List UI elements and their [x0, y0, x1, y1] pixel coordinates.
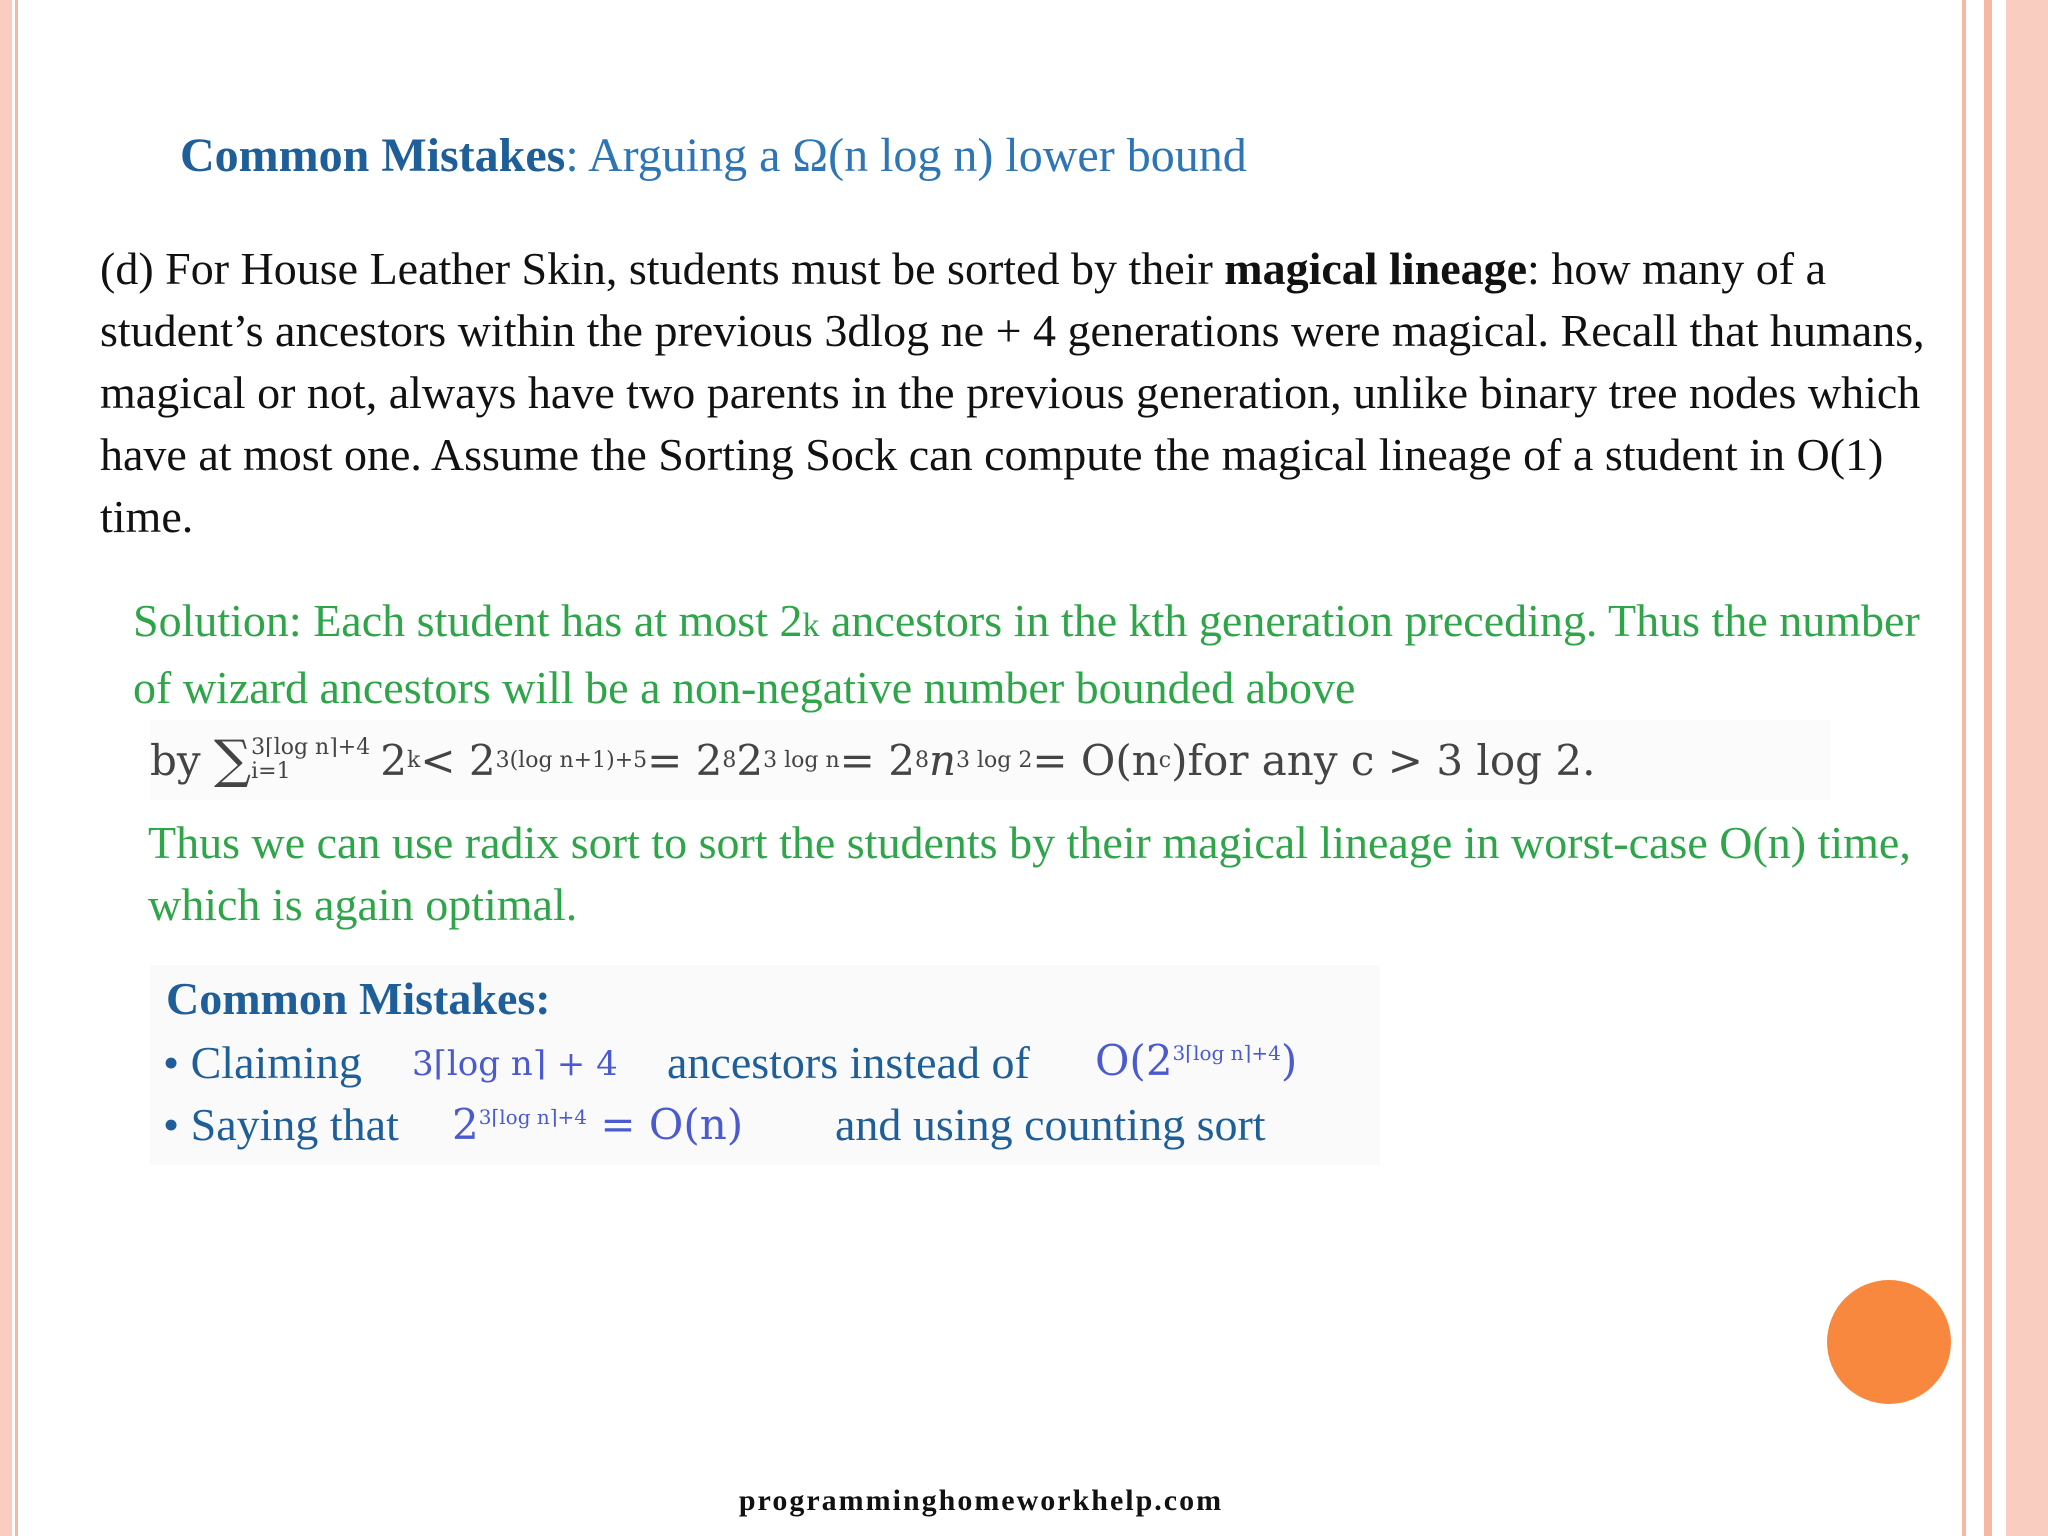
solution-paragraph — [133, 590, 1953, 719]
mistake-bullet-1 — [163, 1036, 362, 1089]
math-exp4: 8 — [914, 747, 929, 773]
bullet-1-mid: ancestors instead of — [667, 1037, 1030, 1088]
sum-lower: i=1 — [251, 759, 291, 784]
bullet-1-prefix: • Claiming — [163, 1037, 362, 1088]
math-eq2: = 2 — [839, 735, 915, 785]
bullet-1-math: 3⌈log n⌉ + 4 — [412, 1044, 618, 1084]
math-exp6: c — [1158, 747, 1172, 773]
bullet-1-math-2-a: O(2 — [1095, 1036, 1173, 1085]
orange-circle-decoration — [1827, 1280, 1951, 1404]
bullet-2-prefix: • Saying that — [163, 1099, 399, 1150]
question-text-2: : how many of a student’s ancestors within the previous 3dlog ne + 4 generations were magical. Recall that humans, magical or not, always have two parents in the previous generation, unlike binary tree nodes which have at most one. Assume the Sorting Sock can compute the magical lineage of a student in O(1) time. — [100, 243, 1925, 542]
math-exp1: 3(log n+1)+5 — [495, 747, 648, 773]
math-term-exp: k — [406, 747, 421, 773]
question-paragraph — [100, 238, 1940, 548]
heading-rest: : Arguing a Ω(n log n) lower bound — [565, 129, 1247, 182]
bullet-1-math-2-exp: 3⌈log n⌉+4 — [1172, 1041, 1281, 1065]
question-bold: magical lineage — [1224, 243, 1528, 294]
math-close: ) — [1171, 735, 1188, 785]
question-text-1: (d) For House Leather Skin, students must be sorted by their — [100, 243, 1225, 294]
bullet-2-math-exp: 3⌈log n⌉+4 — [478, 1105, 588, 1129]
math-eq1: = 2 — [647, 735, 723, 785]
bullet-1-math-2 — [1095, 1036, 1297, 1085]
bullet-2-math — [452, 1100, 743, 1149]
math-tail: for any c > 3 log 2. — [1187, 735, 1596, 785]
math-exp3: 3 log n — [763, 747, 840, 773]
math-lt: < 2 — [420, 735, 496, 785]
sum-limits — [251, 736, 370, 784]
math-eq3: = O(n — [1032, 735, 1159, 785]
solution-text-2: ancestors in the kth generation preceding. Thus the number of wizard ancestors will be a non-negative number bounded above — [133, 595, 1920, 713]
solution-k: k — [802, 607, 820, 644]
heading-bold: Common Mistakes — [180, 129, 566, 182]
sigma-symbol: ∑ — [213, 730, 252, 790]
math-mid: 2 — [736, 735, 764, 785]
bullet-2-math-a: 2 — [452, 1100, 479, 1149]
math-exp2: 8 — [722, 747, 737, 773]
solution-conclusion: Thus we can use radix sort to sort the students by their magical lineage in worst-case O(n) time, which is again optimal. — [148, 817, 1911, 930]
bullet-2-suffix: and using counting sort — [835, 1099, 1266, 1150]
mistake-bullet-2 — [163, 1098, 399, 1151]
math-exp5: 3 log 2 — [956, 747, 1033, 773]
math-term: 2 — [380, 735, 407, 785]
math-by: by — [150, 735, 201, 785]
math-n: n — [928, 735, 956, 785]
bullet-2-math-b: = O(n) — [587, 1100, 744, 1149]
math-bound-equation — [150, 720, 1830, 800]
solution-text-1: Solution: Each student has at most 2 — [133, 595, 803, 646]
mistakes-heading: Common Mistakes: — [166, 973, 551, 1024]
footer-website: programminghomeworkhelp.com — [738, 1484, 1224, 1517]
slide-heading — [180, 128, 1247, 183]
bullet-1-math-2-b: ) — [1280, 1036, 1298, 1085]
sum-upper: 3⌈log n⌉+4 — [251, 735, 371, 760]
